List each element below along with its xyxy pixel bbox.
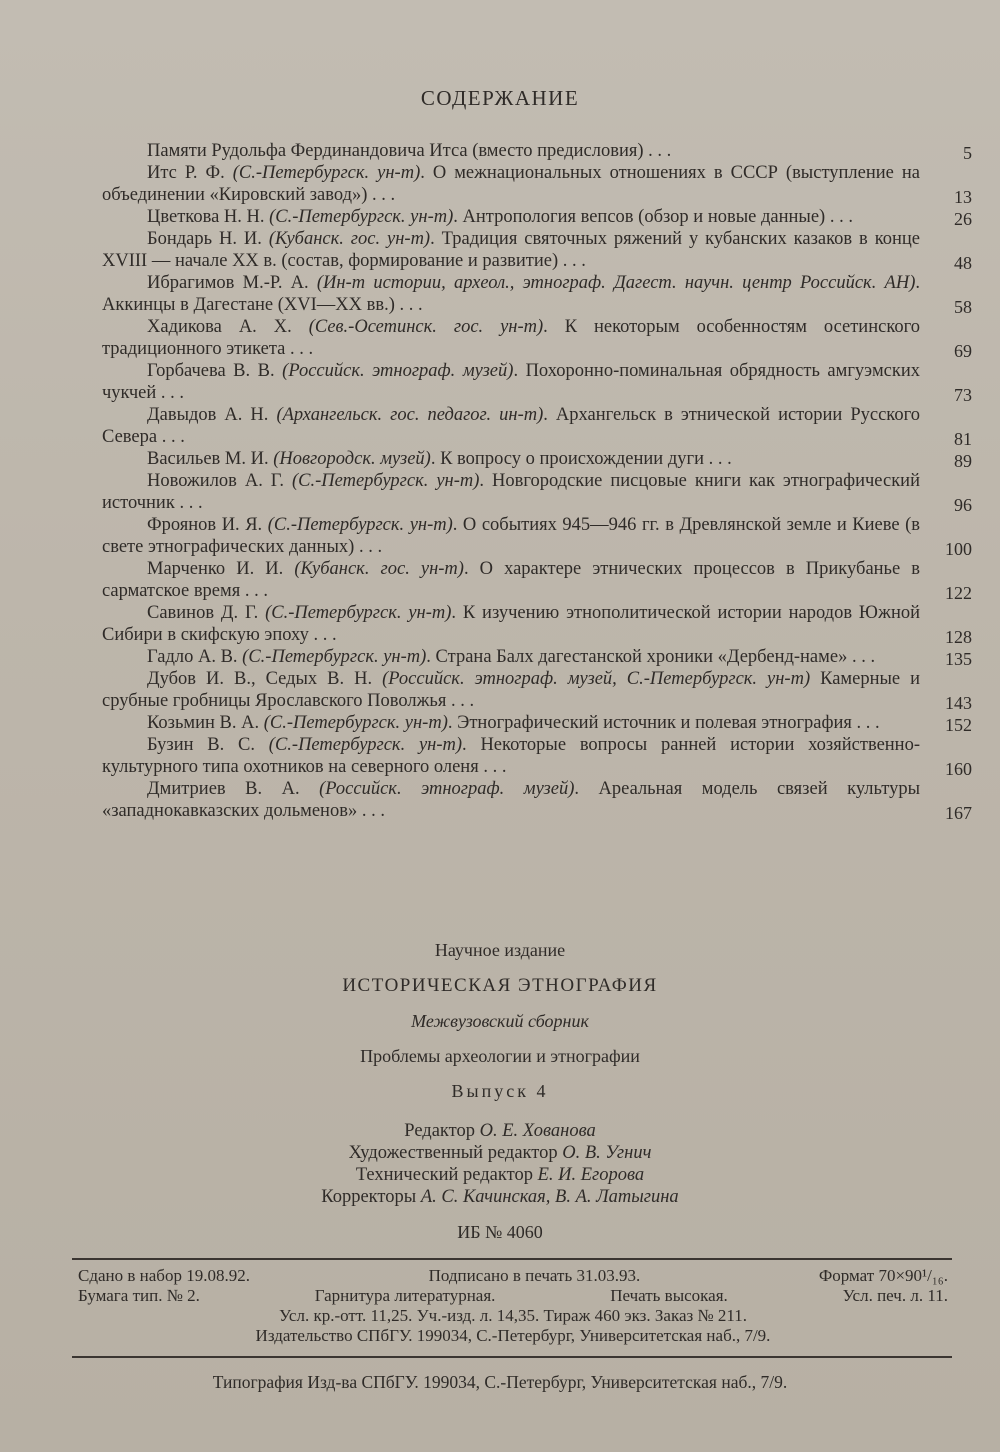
staff-role: Художественный редактор bbox=[348, 1143, 558, 1163]
toc-page-number: 152 bbox=[945, 715, 972, 735]
toc-entry-text: Новожилов А. Г. (С.-Петербургск. ун-т). Новгородские писцовые книги как этнографический источник . . . bbox=[102, 471, 920, 513]
print-sheets: Усл. печ. л. 11. bbox=[842, 1286, 948, 1305]
toc-entry-text: Васильев М. И. (Новгородск. музей). К вопросу о происхождении дуги . . . bbox=[147, 449, 732, 469]
toc-article-title: . К вопросу о происхождении дуги bbox=[430, 449, 704, 469]
imprint bbox=[0, 940, 1000, 1243]
toc-article-title: . Новгородские писцовые книги как этнографический источник bbox=[102, 471, 920, 513]
toc-entry bbox=[102, 646, 982, 668]
staff-line bbox=[0, 1164, 1000, 1186]
typeset-date: Сдано в набор 19.08.92. bbox=[78, 1266, 250, 1285]
toc-page-number: 26 bbox=[954, 209, 972, 229]
toc-article-title: . Антропология вепсов (обзор и новые данные) bbox=[453, 207, 826, 227]
toc-affiliation: (Российск. этнограф. музей) bbox=[282, 361, 514, 381]
paper: Бумага тип. № 2. bbox=[78, 1286, 200, 1305]
toc-article-title: . О событиях 945—946 гг. в Древлянской земле и Киеве (в свете этнографических данных) bbox=[102, 515, 920, 557]
colophon-top-rule bbox=[72, 1258, 952, 1260]
toc-title: СОДЕРЖАНИЕ bbox=[420, 86, 580, 110]
toc-article-title: . Похоронно-поминальная обрядность амгуэмских чукчей bbox=[102, 361, 920, 403]
staff-list bbox=[0, 1120, 1000, 1208]
toc-author: Горбачева В. В. bbox=[147, 361, 275, 381]
toc-entry-text: Цветкова Н. Н. (С.-Петербургск. ун-т). Антропология вепсов (обзор и новые данные) . . . bbox=[147, 207, 853, 227]
toc-entry bbox=[102, 712, 982, 734]
typeface: Гарнитура литературная. bbox=[314, 1286, 496, 1305]
toc-affiliation: (Архангельск. гос. педагог. ин-т) bbox=[276, 405, 544, 425]
printer-line: Типография Изд-ва СПбГУ. 199034, С.-Петербург, Университетская наб., 7/9. bbox=[212, 1372, 788, 1392]
toc-page-number: 89 bbox=[954, 451, 972, 471]
toc-article-title: . Традиция святочных ряжений у кубанских казаков в конце XVIII — начале XX в. (состав, формирование и развитие) bbox=[102, 229, 921, 271]
toc-article-title: . Этнографический источник и полевая этнография bbox=[447, 713, 852, 733]
toc-author: Савинов Д. Г. bbox=[147, 603, 259, 623]
staff-role: Корректоры bbox=[321, 1187, 417, 1207]
toc-article-title: Памяти Рудольфа Фердинандовича Итса (вместо предисловия) bbox=[147, 141, 644, 161]
toc-page-number: 81 bbox=[954, 429, 972, 449]
publication-kind: Научное издание bbox=[434, 940, 566, 960]
toc-page-number: 128 bbox=[945, 627, 972, 647]
colophon-row-2 bbox=[78, 1286, 948, 1306]
toc-article-title: . К изучению этнополитической истории народов Южной Сибири в скифскую эпоху bbox=[102, 603, 920, 645]
toc-affiliation: (С.-Петербургск. ун-т) bbox=[267, 515, 453, 535]
toc-page-number: 122 bbox=[945, 583, 972, 603]
colophon-row-1 bbox=[78, 1266, 948, 1286]
format: Формат 70×90¹/₁₆. bbox=[818, 1266, 948, 1285]
staff-name: А. С. Качинская, В. А. Латыгина bbox=[420, 1187, 679, 1207]
toc-entry-text: Давыдов А. Н. (Архангельск. гос. педагог. ин-т). Архангельск в этнической истории Русского Севера . . . bbox=[102, 405, 920, 447]
toc-entry bbox=[102, 514, 982, 558]
colophon-row-3: Усл. кр.-отт. 11,25. Уч.-изд. л. 14,35. Тираж 460 экз. Заказ № 211. bbox=[278, 1306, 748, 1325]
toc-article-title: . О характере этнических процессов в Прикубанье в сарматское время bbox=[102, 559, 920, 601]
toc-entry bbox=[102, 448, 982, 470]
toc-article-title: . Аккинцы в Дагестане (XVI—XX вв.) bbox=[102, 273, 920, 315]
toc-affiliation: (Кубанск. гос. ун-т) bbox=[268, 229, 431, 249]
toc-entry bbox=[102, 558, 982, 602]
toc-page-number: 100 bbox=[945, 539, 972, 559]
staff-role: Технический редактор bbox=[355, 1165, 533, 1185]
toc-affiliation: (Новгородск. музей) bbox=[273, 449, 431, 469]
toc-author: Итс Р. Ф. bbox=[147, 163, 225, 183]
toc-entry-text: Козьмин В. А. (С.-Петербургск. ун-т). Этнографический источник и полевая этнография . . . bbox=[147, 713, 880, 733]
toc-author: Марченко И. И. bbox=[147, 559, 284, 579]
toc-page-number: 58 bbox=[954, 297, 972, 317]
toc-author: Фроянов И. Я. bbox=[147, 515, 263, 535]
toc-entry-text: Дубов И. В., Седых В. Н. (Российск. этнограф. музей, С.-Петербургск. ун-т) Камерные и срубные гробницы Ярославского Поволжья . . . bbox=[102, 669, 921, 711]
toc-affiliation: (С.-Петербургск. ун-т) bbox=[268, 735, 463, 755]
book-subtitle: Межвузовский сборник bbox=[411, 1011, 589, 1031]
toc-author: Дмитриев В. А. bbox=[147, 779, 300, 799]
toc-article-title: . Ареальная модель связей культуры «западнокавказских дольменов» bbox=[102, 779, 920, 821]
toc-author: Хадикова А. Х. bbox=[147, 317, 292, 337]
toc-entry bbox=[102, 206, 982, 228]
toc-author: Гадло А. В. bbox=[147, 647, 238, 667]
toc-article-title: . К некоторым особенностям осетинского традиционного этикета bbox=[102, 317, 920, 359]
toc-article-title: . Страна Балх дагестанской хроники «Дербенд-наме» bbox=[426, 647, 848, 667]
toc-entry-text: Бондарь Н. И. (Кубанск. гос. ун-т). Традиция святочных ряжений у кубанских казаков в конце XVIII — начале XX в. (состав, формирование и развитие) . . . bbox=[102, 229, 921, 271]
toc-article-title: . О межнациональных отношениях в СССР (выступление на объединении «Кировский завод») bbox=[102, 163, 920, 205]
staff-name: О. Е. Хованова bbox=[479, 1121, 596, 1141]
staff-name: Е. И. Егорова bbox=[537, 1165, 645, 1185]
toc-article-title: . Некоторые вопросы ранней истории хозяйственно-культурного типа охотников на северного оленя bbox=[102, 735, 920, 777]
toc-page-number: 167 bbox=[945, 803, 972, 823]
toc-author: Бондарь Н. И. bbox=[147, 229, 262, 249]
toc-entry-text: Фроянов И. Я. (С.-Петербургск. ун-т). О событиях 945—946 гг. в Древлянской земле и Киеве (в свете этнографических данных) . . . bbox=[102, 515, 920, 557]
toc-entry bbox=[102, 778, 982, 822]
toc-author: Дубов И. В., Седых В. Н. bbox=[147, 669, 373, 689]
toc-list bbox=[102, 140, 982, 822]
toc-author: Новожилов А. Г. bbox=[147, 471, 285, 491]
toc-entry bbox=[102, 228, 982, 272]
toc-entry bbox=[102, 470, 982, 514]
toc-entry bbox=[102, 360, 982, 404]
toc-entry bbox=[102, 668, 982, 712]
toc-affiliation: (Российск. этнограф. музей) bbox=[319, 779, 575, 799]
toc-entry-text: Горбачева В. В. (Российск. этнограф. музей). Похоронно-поминальная обрядность амгуэмских чукчей . . . bbox=[102, 361, 920, 403]
toc-affiliation: (Российск. этнограф. музей, С.-Петербургск. ун-т) bbox=[382, 669, 811, 689]
colophon-bottom-rule bbox=[72, 1356, 952, 1358]
toc-page-number: 48 bbox=[954, 253, 972, 273]
toc-page-number: 13 bbox=[954, 187, 972, 207]
toc-entry-text: Хадикова А. Х. (Сев.-Осетинск. гос. ун-т). К некоторым особенностям осетинского традиционного этикета . . . bbox=[102, 317, 920, 359]
toc-entry-text: Дмитриев В. А. (Российск. этнограф. музей). Ареальная модель связей культуры «западнокавказских дольменов» . . . bbox=[102, 779, 920, 821]
toc-entry bbox=[102, 140, 982, 162]
toc-entry-text: Савинов Д. Г. (С.-Петербургск. ун-т). К изучению этнополитической истории народов Южной Сибири в скифскую эпоху . . . bbox=[102, 603, 920, 645]
issue-number: Выпуск 4 bbox=[451, 1081, 549, 1101]
toc-entry-text: Памяти Рудольфа Фердинандовича Итса (вместо предисловия) . . . bbox=[147, 141, 672, 161]
toc-article-title: . Архангельск в этнической истории Русского Севера bbox=[102, 405, 920, 447]
toc-entry bbox=[102, 316, 982, 360]
toc-affiliation: (С.-Петербургск. ун-т) bbox=[265, 603, 452, 623]
toc-entry-text: Итс Р. Ф. (С.-Петербургск. ун-т). О межнациональных отношениях в СССР (выступление на объединении «Кировский завод») . . . bbox=[102, 163, 920, 205]
toc-article-title: Камерные и срубные гробницы Ярославского Поволжья bbox=[102, 669, 921, 711]
toc-affiliation: (С.-Петербургск. ун-т) bbox=[232, 163, 421, 183]
ib-number: ИБ № 4060 bbox=[457, 1222, 543, 1242]
colophon bbox=[78, 1266, 948, 1346]
toc-entry-text: Гадло А. В. (С.-Петербургск. ун-т). Страна Балх дагестанской хроники «Дербенд-наме» . . . bbox=[147, 647, 876, 667]
toc-entry bbox=[102, 272, 982, 316]
toc-affiliation: (Кубанск. гос. ун-т) bbox=[294, 559, 464, 579]
toc-affiliation: (С.-Петербургск. ун-т) bbox=[291, 471, 480, 491]
staff-line bbox=[0, 1120, 1000, 1142]
toc-author: Васильев М. И. bbox=[147, 449, 269, 469]
toc-author: Ибрагимов М.-Р. А. bbox=[147, 273, 309, 293]
toc-page-number: 73 bbox=[954, 385, 972, 405]
staff-name: О. В. Угнич bbox=[562, 1143, 652, 1163]
toc-page-number: 96 bbox=[954, 495, 972, 515]
toc-affiliation: (С.-Петербургск. ун-т) bbox=[242, 647, 427, 667]
toc-entry-text: Марченко И. И. (Кубанск. гос. ун-т). О характере этнических процессов в Прикубанье в сарматское время . . . bbox=[102, 559, 920, 601]
staff-role: Редактор bbox=[404, 1121, 476, 1141]
staff-line bbox=[0, 1186, 1000, 1208]
toc-page-number: 5 bbox=[963, 143, 972, 163]
toc-author: Бузин В. С. bbox=[147, 735, 255, 755]
series-title: Проблемы археологии и этнографии bbox=[360, 1046, 640, 1066]
toc-affiliation: (С.-Петербургск. ун-т) bbox=[269, 207, 454, 227]
toc-author: Давыдов А. Н. bbox=[147, 405, 269, 425]
book-title: ИСТОРИЧЕСКАЯ ЭТНОГРАФИЯ bbox=[342, 975, 658, 996]
toc-page-number: 135 bbox=[945, 649, 972, 669]
colophon-row-4: Издательство СПбГУ. 199034, С.-Петербург, Университетская наб., 7/9. bbox=[255, 1326, 771, 1345]
toc-author: Козьмин В. А. bbox=[147, 713, 260, 733]
toc-entry-text: Бузин В. С. (С.-Петербургск. ун-т). Некоторые вопросы ранней истории хозяйственно-культурного типа охотников на северного оленя . . . bbox=[102, 735, 920, 777]
toc-affiliation: (Ин-т истории, археол., этнограф. Дагест. научн. центр Российск. АН) bbox=[316, 273, 916, 293]
toc-entry bbox=[102, 404, 982, 448]
toc-page-number: 160 bbox=[945, 759, 972, 779]
toc-page-number: 143 bbox=[945, 693, 972, 713]
toc-entry bbox=[102, 162, 982, 206]
signed-date: Подписано в печать 31.03.93. bbox=[428, 1266, 641, 1285]
staff-line bbox=[0, 1142, 1000, 1164]
printing: Печать высокая. bbox=[610, 1286, 728, 1305]
toc-entry bbox=[102, 602, 982, 646]
toc-page-number: 69 bbox=[954, 341, 972, 361]
toc-entry bbox=[102, 734, 982, 778]
toc-affiliation: (С.-Петербургск. ун-т) bbox=[263, 713, 448, 733]
toc-affiliation: (Сев.-Осетинск. гос. ун-т) bbox=[308, 317, 544, 337]
toc-entry-text: Ибрагимов М.-Р. А. (Ин-т истории, археол., этнограф. Дагест. научн. центр Российск. АН). Аккинцы в Дагестане (XVI—XX вв.) . . . bbox=[102, 273, 920, 315]
toc-author: Цветкова Н. Н. bbox=[147, 207, 265, 227]
